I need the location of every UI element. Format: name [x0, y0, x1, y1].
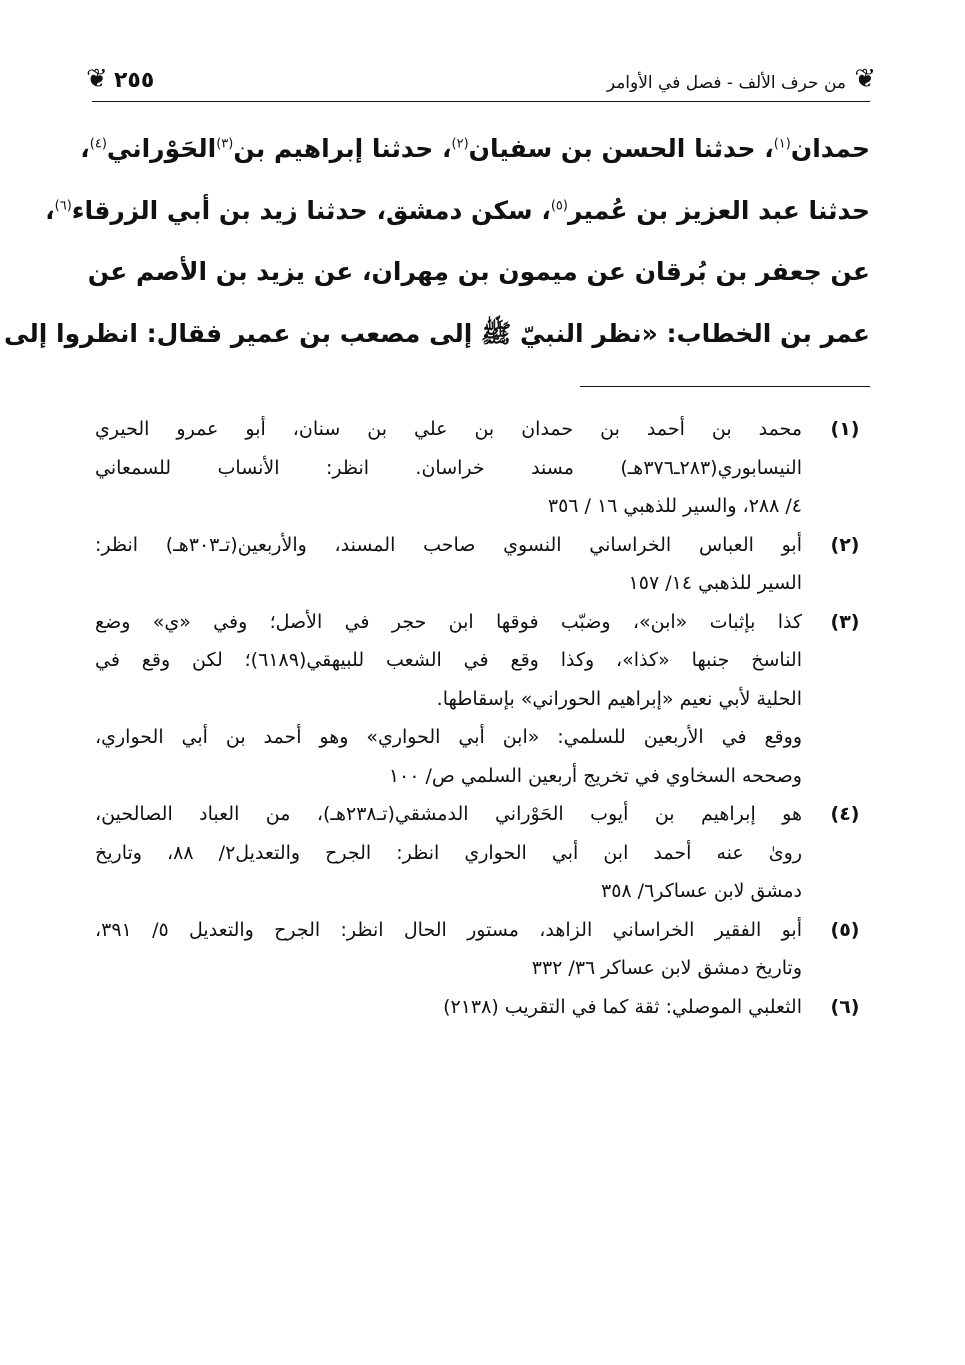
footnote [95, 911, 870, 988]
footnote-body: الثعلبي الموصلي: ثقة كما في التقريب (٢١٣٨) [443, 995, 802, 1018]
floral-ornament-icon: ❦ [86, 64, 108, 94]
footnotes [95, 410, 870, 1026]
footnote [95, 526, 870, 603]
footnote [95, 795, 870, 911]
footnote [95, 603, 870, 796]
footnote-divider [580, 386, 870, 387]
main-line: حمدان$^{(١)}$، حدثنا الحسن بن سفيان$^{(٢)}$، حدثنا إبراهيم بن$^{(٣)}$الحَوْراني$^{(٤)}$، [80, 134, 870, 163]
main-text [4, 118, 870, 364]
footnote-number: (٤) [830, 803, 860, 825]
footnote-number: (١) [830, 418, 860, 440]
footnote [95, 988, 870, 1027]
footnote-ref[interactable]: (٦) [54, 198, 72, 214]
page-header [86, 62, 876, 102]
footnote-ref[interactable]: (٣) [216, 136, 234, 152]
footnote-body: هو إبراهيم بن أيوب الحَوْراني الدمشقي(تـ٢٣٨هـ)، من العباد الصالحين، روىٰ عنه أحمد ابن أبي الحواري انظر: الجرح والتعديل٢/ ٨٨، وتاريخ دمشق لابن عساكر٦/ ٣٥٨ [95, 803, 803, 902]
footnote-number: (٣) [830, 610, 860, 633]
floral-ornament-icon: ❦ [854, 64, 876, 94]
header-rule [92, 101, 870, 102]
footnote-number: (٥) [830, 918, 860, 941]
footnote-body: أبو العباس الخراساني النسوي صاحب المسند، والأربعين(تـ٣٠٣هـ) انظر: السير للذهبي ١٤/ ١٥٧ [95, 533, 802, 594]
footnote-ref[interactable]: (٢) [451, 136, 469, 152]
footnote-body: كذا بإثبات «ابن»، وضبّب فوقها ابن حجر في الأصل؛ وفي «ي» وضع الناسخ جنبها «كذا»، وكذا وقع في الشعب للبيهقي(٦١٨٩)؛ لكن وقع في الحلية لأبي نعيم «إبراهيم الحوراني» بإسقاطها. ووقع في الأربعين للسلمي: «ابن أبي الحواري» وهو أحمد بن أبي الحواري، وصححه السخاوي في تخريج أربعين السلمي ص/ ١٠٠ [95, 610, 803, 787]
footnote-body: محمد بن أحمد بن حمدان بن علي بن سنان، أبو عمرو الحيري النيسابوري(٢٨٣ـ٣٧٦هـ) مسند خراسان. انظر: الأنساب للسمعاني ٤/ ٢٨٨، والسير للذهبي ١٦ / ٣٥٦ [95, 418, 802, 517]
running-title: من حرف الألف - فصل في الأوامر [606, 73, 846, 93]
main-line: حدثنا عبد العزيز بن عُمير$^{(٥)}$، سكن دمشق، حدثنا زيد بن أبي الزرقاء$^{(٦)}$، [45, 195, 870, 225]
footnote-number: (٦) [830, 995, 860, 1018]
main-line: عمر بن الخطاب: «نظر النبيّ ﷺ إلى مصعب بن عمير فقال: انظروا إلى [4, 318, 870, 348]
footnote-ref[interactable]: (١) [773, 136, 791, 152]
page-number: ٢٥٥ [114, 68, 155, 93]
footnote-number: (٢) [830, 533, 860, 556]
footnote-ref[interactable]: (٤) [89, 136, 107, 152]
main-line: عن جعفر بن بُرقان عن ميمون بن مِهران، عن يزيد بن الأصم عن [87, 257, 870, 286]
footnote-body: أبو الفقير الخراساني الزاهد، مستور الحال انظر: الجرح والتعديل ٥/ ٣٩١، وتاريخ دمشق لابن عساكر ٣٦/ ٣٣٢ [95, 918, 802, 979]
footnote [95, 410, 870, 526]
hadith-quote: «نظر النبيّ ﷺ إلى مصعب بن عمير فقال: انظروا إلى [4, 318, 658, 348]
footnote-ref[interactable]: (٥) [550, 198, 568, 214]
